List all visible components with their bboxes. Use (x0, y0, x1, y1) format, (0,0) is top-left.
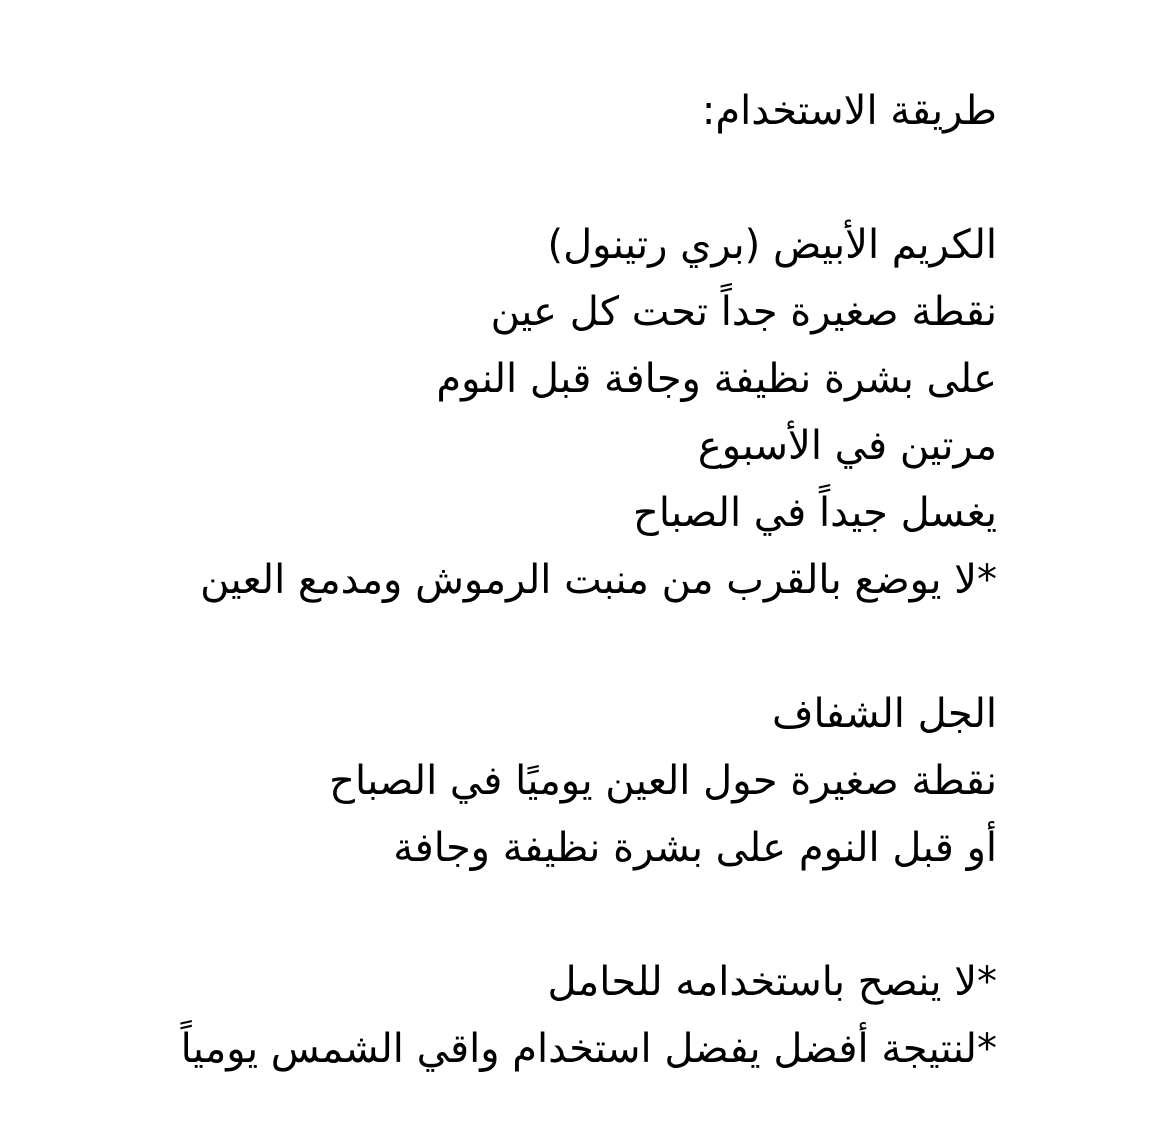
white-cream-line: نقطة صغيرة جداً تحت كل عين (490, 289, 997, 335)
white-cream-line: على بشرة نظيفة وجافة قبل النوم (436, 356, 997, 402)
clear-gel-line: أو قبل النوم على بشرة نظيفة وجافة (393, 825, 997, 871)
page-title: طريقة الاستخدام: (701, 88, 997, 134)
white-cream-heading: الكريم الأبيض (بري رتينول) (547, 222, 997, 268)
note-pregnancy: *لا ينصح باستخدامه للحامل (547, 959, 997, 1005)
white-cream-line: مرتين في الأسبوع (697, 423, 997, 469)
spacer (117, 882, 997, 949)
white-cream-line: يغسل جيداً في الصباح (633, 490, 997, 536)
usage-instructions (117, 78, 997, 1083)
spacer (117, 145, 997, 212)
white-cream-warning: *لا يوضع بالقرب من منبت الرموش ومدمع العين (200, 557, 997, 603)
clear-gel-heading: الجل الشفاف (772, 691, 997, 737)
spacer (117, 614, 997, 681)
clear-gel-line: نقطة صغيرة حول العين يوميًا في الصباح (329, 758, 997, 804)
note-sunscreen: *لنتيجة أفضل يفضل استخدام واقي الشمس يومياً (180, 1026, 997, 1072)
